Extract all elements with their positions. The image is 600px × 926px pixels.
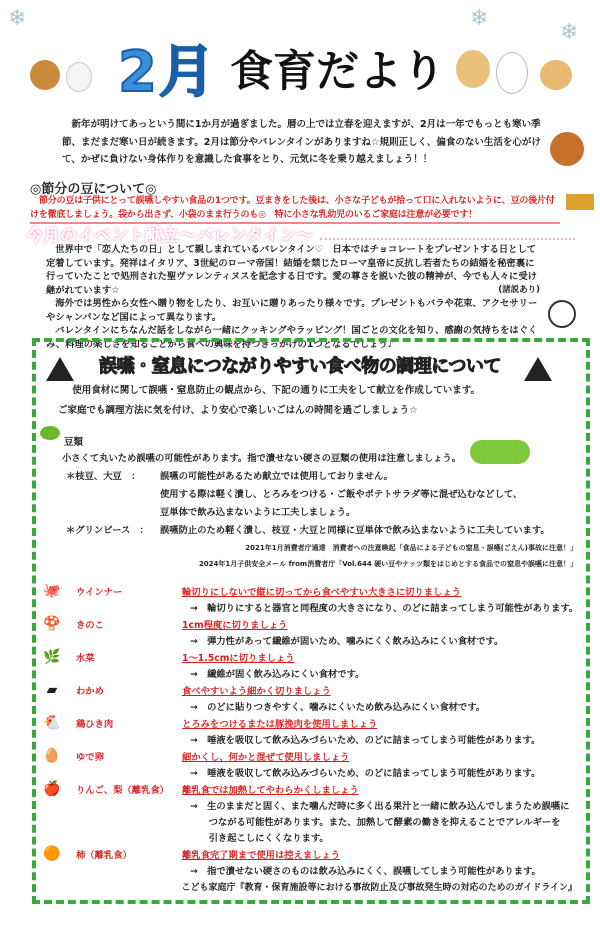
setsubun-heading: ◎節分の豆について◎ <box>30 182 157 197</box>
food-name: ウインナー <box>76 587 123 598</box>
food-note: → 唾液を吸収して飲み込みづらいため、のどに詰まってしまう可能性があります。 <box>190 768 541 779</box>
beans-icon <box>40 426 60 440</box>
food-note: → 弾力性があって繊維が固いため、噛みにくく飲み込みにくい食材です。 <box>190 636 504 647</box>
beans-title: 豆類 <box>64 437 84 448</box>
food-list <box>40 584 585 896</box>
food-instruction: 離乳食では加熱してやわらかくしましょう <box>182 785 359 796</box>
food-note: → 指で潰せない硬さのものは飲み込みにくく、誤嚥してしまう可能性があります。 <box>190 866 541 877</box>
rabbit-illustration <box>66 62 92 92</box>
food-name: きのこ <box>76 620 104 631</box>
reference: 2024年1月子供安全メール from消費者庁「Vol.644 硬い豆やナッツ類をはじめとする食品での窒息や誤嚥に注意！」 <box>198 560 577 568</box>
egg-icon: 🥚 <box>43 748 61 764</box>
valentine-p1: 世界中で「恋人たちの日」として親しまれているバレンタイン♡ 日本ではチョコレートをプレゼントする日として定着しています。発祥はイタリア、3世紀のローマ帝国！結婚を禁じたローマ皇帝に反抗し若者たちの結婚を秘密裏に行っていたことで処刑された聖ヴァレンティヌスを記念する日です。愛の尊さを説いた彼の精神が、今でも人々に受け継がれています☆ <box>46 244 537 296</box>
food-instruction: とろみをつけるまたは豚挽肉を使用しましょう <box>182 719 378 730</box>
food-name: ゆで卵 <box>76 752 104 763</box>
food-name: 鶏ひき肉 <box>76 719 114 730</box>
food-note: → 繊維が固く飲み込みにくい食材です。 <box>190 669 365 680</box>
dog-illustration <box>540 60 572 90</box>
edamame-label: ＊枝豆、大豆 ： <box>66 471 141 482</box>
food-instruction: 1～1.5cmに切りましょう <box>182 653 295 664</box>
title-month: 2月 <box>118 40 217 105</box>
food-row <box>40 650 585 667</box>
food-name: 柿（離乳食） <box>76 850 132 861</box>
food-note: つながる可能性があります。また、加熱して酵素の働きを抑えることでアレルギーを <box>190 817 561 828</box>
mascot-illustration <box>548 300 576 328</box>
food-instruction: 食べやすいよう細かく切りましょう <box>182 686 331 697</box>
valentine-note: (諸説あり) <box>498 284 540 295</box>
apple-pear-icon: 🍎 <box>43 781 61 797</box>
food-note: → 唾液を吸収して飲み込みづらいため、のどに詰まってしまう可能性があります。 <box>190 735 541 746</box>
octopus-sausage-icon: 🐙 <box>43 583 61 599</box>
food-note: 引き起こしにくくなります。 <box>190 833 329 844</box>
snowflake-icon: ❄ <box>560 20 579 45</box>
food-instruction: 離乳食完了期まで使用は控えましょう <box>182 850 341 861</box>
intro-paragraph: 新年が明けてあっという間に1か月が過ぎました。暦の上では立春を迎えますが、2月は一年でもっとも寒い季節、まだまだ寒い日が続きます。2月は節分やバレンタインがありますね☆規則正しく、偏食のない生活を心がけて、かぜに負けない身体作りを意識した食事をとり、元気に冬を乗り越えましょう！！ <box>62 119 541 165</box>
food-instruction: 細かくし、何かと混ぜて使用しましょう <box>182 752 350 763</box>
valentine-p3: バレンタインにちなんだ話をしながら一緒にクッキングやラッピング！国ごとの文化を知り、感謝の気持ちをはぐくみ、料理の楽しさを知ることから食への興味を持つきっかけの1つとなるでしょう♪ <box>46 325 538 350</box>
lead-line: 使用食材に関して誤嚥・窒息防止の観点から、下記の通りに工夫をして献立を作成しています。 <box>72 385 480 396</box>
valentine-text <box>46 243 540 351</box>
valentine-p1-wrap <box>46 243 540 297</box>
valentine-p2: 海外では男性から女性へ贈り物をしたり、お互いに贈りあったり様々です。プレゼントもバラや花束、アクセサリーやシャンパンなど国によって異なります。 <box>46 298 538 323</box>
valentine-heading: 今月のイベント献立～バレンタイン～ <box>26 226 314 246</box>
persimmon-icon: 🟠 <box>43 846 61 862</box>
safety-heading: 誤嚥・窒息につながりやすい食べ物の調理について <box>99 356 501 377</box>
beans-desc: 小さくて丸いため誤嚥の可能性があります。指で潰せない硬さの豆類の使用は注意しましょう。 <box>62 453 462 464</box>
greens-icon: 🌿 <box>43 649 61 665</box>
beans-section <box>62 450 577 572</box>
food-name: りんご、梨（離乳食） <box>76 785 169 796</box>
edamame-text: 使用する際は軽く潰し、とろみをつける・ご飯やポテトサラダ等に混ぜ込むなどして、 <box>160 489 523 500</box>
food-row <box>40 617 585 634</box>
food-row <box>40 847 585 864</box>
page-title: 食育だより <box>230 47 445 97</box>
peas-label: ＊グリンピース ： <box>66 525 149 536</box>
food-row <box>40 782 585 799</box>
food-instruction: 輪切りにしないで縦に切ってから食べやすい大きさに切りましょう <box>182 587 461 598</box>
edamame-text: 豆単体で飲み込まないように工夫しましょう。 <box>160 507 356 518</box>
mushroom-icon: 🍄 <box>43 616 61 632</box>
bear-illustration <box>30 60 60 90</box>
chicken-icon: 🐔 <box>43 715 61 731</box>
safety-lead <box>58 381 558 421</box>
food-note: → のどに貼りつきやすく、噛みにくいため飲み込みにくい食材です。 <box>190 702 486 713</box>
setsubun-text: 節分の豆は子供にとって誤嚥しやすい食品の1つです。豆まきをした後は、小さな子どもが拾って口に入れないように、豆の後片付けを徹底しましょう。袋から出さず、小袋のまま行うのも◎ 特に小さな乳幼児のいるご家庭は注意が必要です！ <box>30 194 560 224</box>
food-row <box>40 749 585 766</box>
reference: 2021年1月消費者庁通達 消費者への注意喚起「食品による子どもの窒息・誤嚥(ごえん)事故に注意！」 <box>245 544 577 552</box>
snowman-illustration <box>496 52 528 94</box>
seaweed-icon: ▰ <box>46 682 58 698</box>
snowflake-icon: ❄ <box>8 6 27 31</box>
food-name: わかめ <box>76 686 104 697</box>
edamame-text: 誤嚥の可能性があるため献立では使用しておりません。 <box>160 471 393 482</box>
bear-illustration <box>456 50 490 88</box>
intro-text <box>62 116 542 169</box>
food-note: → 生のままだと固く、また噛んだ時に多く出る果汁と一緒に飲み込んでしまうため誤嚥に <box>190 801 570 812</box>
food-instruction: 1cm程度に切りましょう <box>182 620 288 631</box>
oni-illustration <box>550 132 584 166</box>
peas-text: 誤嚥防止のため軽く潰し、枝豆・大豆と同様に豆単体で飲み込まないように工夫しています。 <box>160 525 550 536</box>
food-row <box>40 584 585 601</box>
source-citation: こども家庭庁『教育・保育施設等における事故防止及び事故発生時の対応のためのガイドライン』 <box>181 883 577 893</box>
food-name: 水菜 <box>76 653 95 664</box>
food-note: → 輪切りにすると器官と同程度の大きさになり、のどに詰まってしまう可能性があります。 <box>190 603 579 614</box>
hearts-decoration <box>320 226 575 240</box>
food-row <box>40 716 585 733</box>
lead-line: ご家庭でも調理方法に気を付け、より安心で楽しいごはんの時間を過ごしましょう☆ <box>58 405 418 416</box>
bean-box-illustration <box>566 194 594 210</box>
food-row <box>40 683 585 700</box>
snowflake-icon: ❄ <box>470 6 489 31</box>
